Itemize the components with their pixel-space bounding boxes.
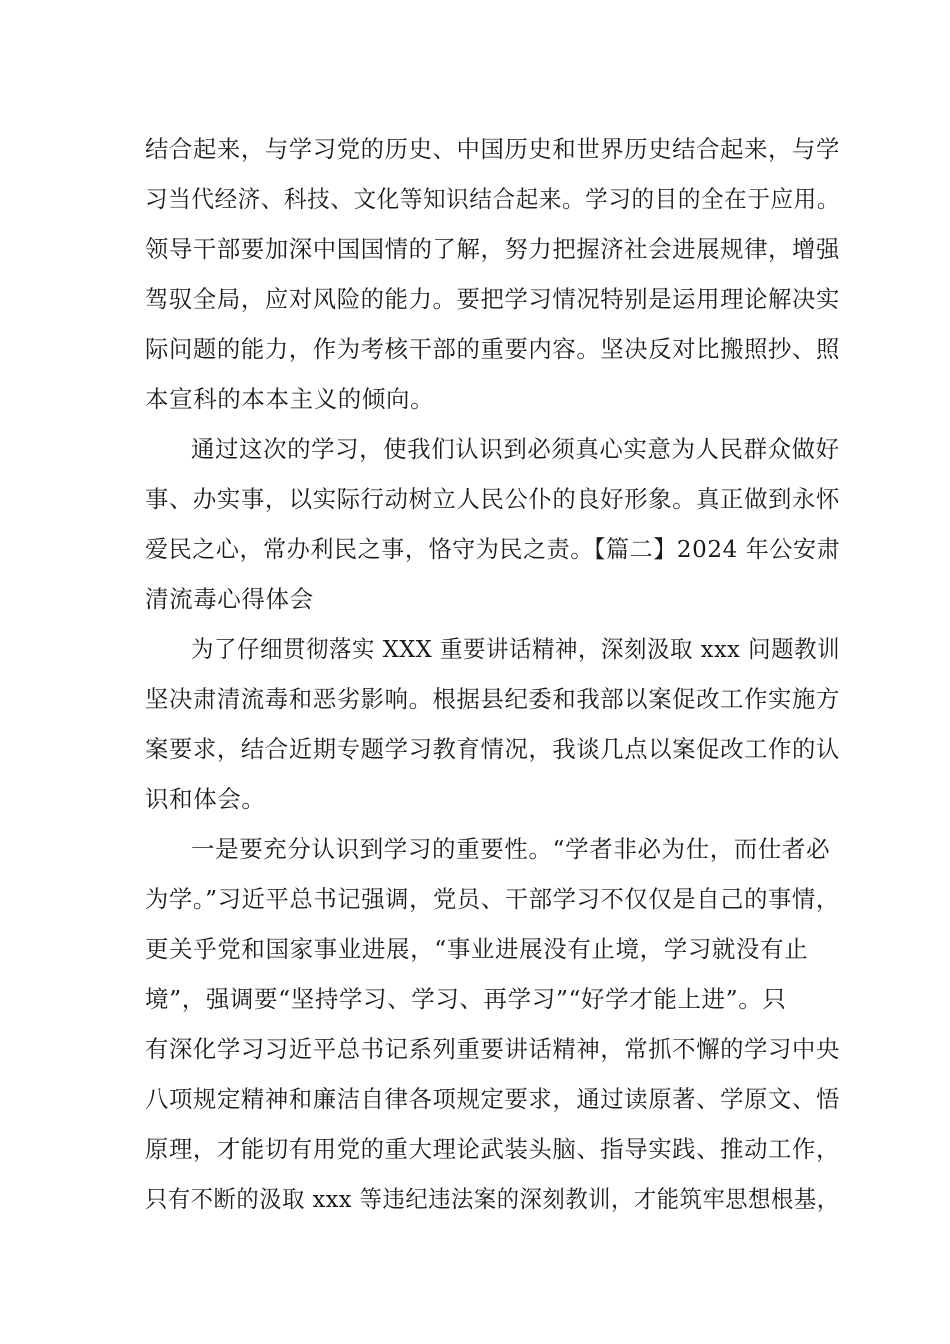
text-line: 结合起来，与学习党的历史、中国历史和世界历史结合起来，与学 (145, 135, 840, 163)
text-line: 坚决肃清流毒和恶劣影响。根据县纪委和我部以案促改工作实施方 (145, 685, 840, 713)
text-line: 八项规定精神和廉洁自律各项规定要求，通过读原著、学原文、悟 (145, 1085, 840, 1113)
text-line: 案要求，结合近期专题学习教育情况，我谈几点以案促改工作的认 (145, 735, 840, 763)
text-line: 有深化学习习近平总书记系列重要讲话精神，常抓不懈的学习中央 (145, 1035, 840, 1063)
text-line: 驾驭全局，应对风险的能力。要把学习情况特别是运用理论解决实 (145, 285, 840, 313)
text-line: 识和体会。 (145, 785, 266, 813)
text-line: 际问题的能力，作为考核干部的重要内容。坚决反对比搬照抄、照 (145, 335, 840, 363)
text-line: 一是要充分认识到学习的重要性。“学者非必为仕，而仕者必 (191, 835, 831, 863)
text-line: 领导干部要加深中国国情的了解，努力把握济社会进展规律，增强 (145, 235, 840, 263)
text-line: 本宣科的本本主义的倾向。 (145, 385, 435, 413)
text-line: 更关乎党和国家事业进展，“事业进展没有止境，学习就没有止 (145, 935, 809, 963)
text-line: 清流毒心得体会 (145, 585, 314, 613)
text-line: 为学。”习近平总书记强调，党员、干部学习不仅仅是自己的事情， (145, 885, 840, 913)
text-line: 为了仔细贯彻落实 XXX 重要讲话精神，深刻汲取 xxx 问题教训 (191, 635, 841, 663)
text-line: 习当代经济、科技、文化等知识结合起来。学习的目的全在于应用。 (145, 185, 841, 213)
text-line: 事、办实事，以实际行动树立人民公仆的良好形象。真正做到永怀 (145, 485, 840, 513)
text-line: 境”，强调要“坚持学习、学习、再学习”“好学才能上进”。只 (145, 985, 787, 1013)
text-line: 只有不断的汲取 xxx 等违纪违法案的深刻教训，才能筑牢思想根基， (145, 1185, 840, 1213)
text-line: 爱民之心，常办利民之事，恪守为民之责。【篇二】2024 年公安肃 (145, 535, 841, 563)
text-line: 原理，才能切有用党的重大理论武装头脑、指导实践、推动工作， (145, 1135, 840, 1163)
text-line: 通过这次的学习，使我们认识到必须真心实意为人民群众做好 (191, 435, 840, 463)
